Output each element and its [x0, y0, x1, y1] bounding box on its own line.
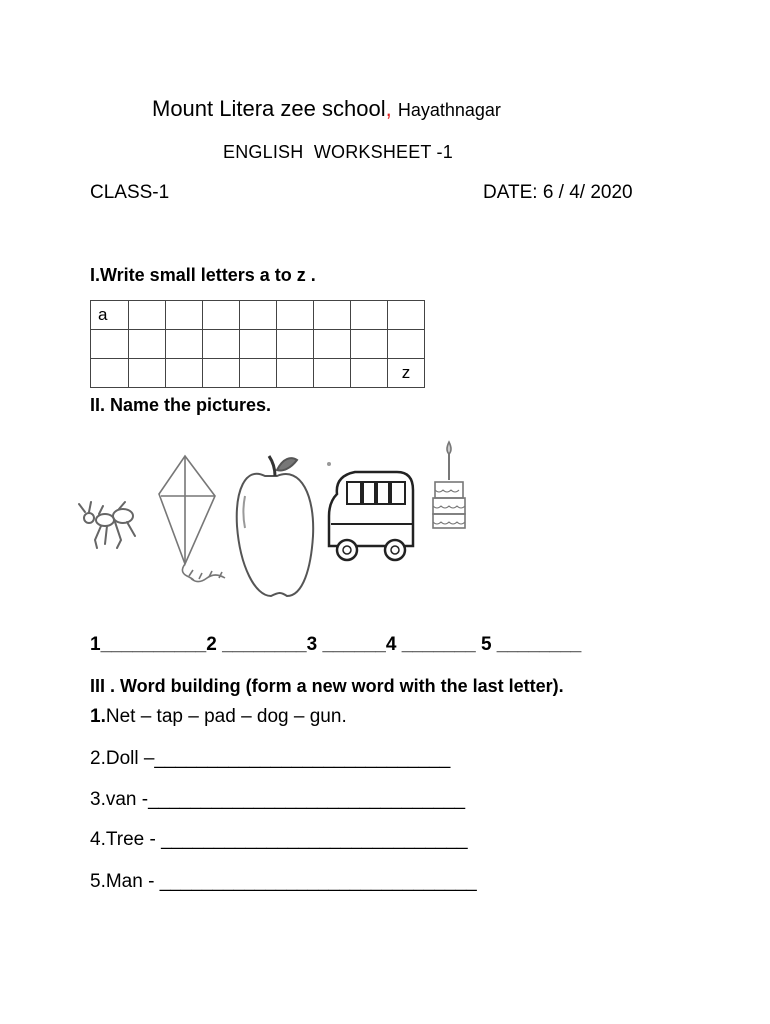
cake-icon	[433, 442, 465, 528]
grid-cell[interactable]	[166, 359, 203, 388]
grid-cell-z[interactable]: z	[388, 359, 425, 388]
grid-cell[interactable]	[166, 330, 203, 359]
grid-cell[interactable]	[388, 301, 425, 330]
example-number: 1.	[90, 706, 106, 727]
grid-cell[interactable]	[388, 330, 425, 359]
pictures-row	[75, 436, 475, 606]
grid-cell[interactable]	[240, 301, 277, 330]
grid-cell[interactable]	[129, 301, 166, 330]
apple-icon	[237, 456, 313, 596]
grid-cell[interactable]	[91, 359, 129, 388]
word-building-item-4[interactable]: 4.Tree - _____________________________	[90, 829, 468, 850]
school-title	[152, 96, 501, 122]
grid-cell[interactable]	[277, 330, 314, 359]
grid-cell[interactable]	[240, 359, 277, 388]
word-building-item-3[interactable]: 3.van -______________________________	[90, 789, 466, 810]
grid-cell[interactable]	[351, 359, 388, 388]
grid-cell[interactable]	[203, 301, 240, 330]
bus-icon	[327, 462, 413, 560]
letters-grid	[90, 300, 425, 388]
grid-cell[interactable]	[314, 359, 351, 388]
section-2-heading: II. Name the pictures.	[90, 395, 272, 415]
grid-cell[interactable]	[277, 359, 314, 388]
grid-cell[interactable]	[351, 330, 388, 359]
word-building-item-2[interactable]: 2.Doll –____________________________	[90, 748, 451, 769]
word-building-example	[90, 706, 347, 728]
grid-cell[interactable]	[203, 330, 240, 359]
section-1-heading: I.Write small letters a to z .	[90, 265, 316, 285]
grid-cell-a[interactable]: a	[91, 301, 129, 330]
grid-cell[interactable]	[91, 330, 129, 359]
grid-cell[interactable]	[351, 301, 388, 330]
school-location: Hayathnagar	[397, 100, 501, 120]
ant-icon	[79, 502, 135, 548]
grid-cell[interactable]	[314, 330, 351, 359]
grid-cell[interactable]	[129, 330, 166, 359]
kite-icon	[159, 456, 225, 582]
grid-cell[interactable]	[314, 301, 351, 330]
grid-cell[interactable]	[277, 301, 314, 330]
grid-cell[interactable]	[203, 359, 240, 388]
word-building-item-5[interactable]: 5.Man - ______________________________	[90, 871, 477, 892]
grid-cell[interactable]	[166, 301, 203, 330]
school-name: Mount Litera zee school	[152, 96, 386, 121]
grid-cell[interactable]	[240, 330, 277, 359]
picture-answer-blanks[interactable]: 1__________2 ________3 ______4 _______ 5 ________	[90, 634, 582, 655]
title-comma: ,	[385, 96, 392, 121]
date-label: DATE: 6 / 4/ 2020	[483, 182, 633, 203]
section-3-heading: III . Word building (form a new word with the last letter).	[90, 676, 564, 696]
worksheet-title: ENGLISH WORKSHEET -1	[223, 142, 453, 162]
example-text: Net – tap – pad – dog – gun.	[105, 706, 347, 727]
grid-cell[interactable]	[129, 359, 166, 388]
class-label: CLASS-1	[90, 182, 170, 203]
